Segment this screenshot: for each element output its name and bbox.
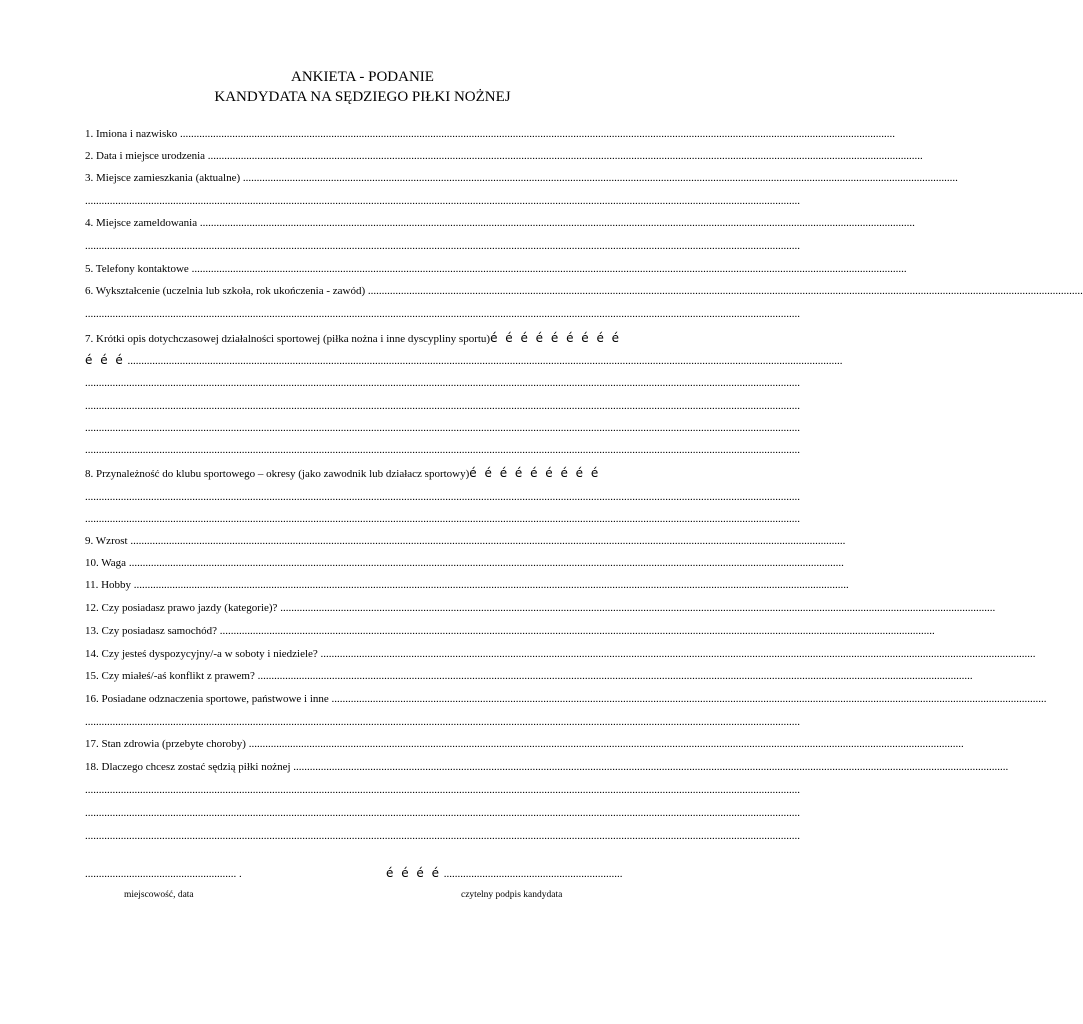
form-field-row[interactable] <box>85 692 1047 706</box>
blank-answer-line[interactable] <box>85 512 800 526</box>
dotted-fill: .................................................................................................................................................................................................................................................................... <box>131 579 849 591</box>
dotted-fill: .................................................................................................................................................................................................................................................................... <box>124 355 843 367</box>
field-label: 10. Waga <box>85 557 127 569</box>
field-label: 3. Miejsce zamieszkania (aktualne) <box>85 172 241 184</box>
form-field-row[interactable] <box>85 353 843 368</box>
dotted-fill: .................................................................................................................................................................................................................................................................... <box>290 761 1009 773</box>
dotted-fill: .................................................................................................................................................................................................................................................................... <box>127 535 846 547</box>
dotted-fill: .................................................................................................................................................................................................................................................................... <box>85 377 800 389</box>
signature-caption: czytelny podpis kandydata <box>461 890 563 900</box>
form-title-line2: KANDYDATA NA SĘDZIEGO PIŁKI NOŻNEJ <box>214 89 511 105</box>
dotted-fill: .................................................................................................................................................................................................................................................................... <box>317 648 1036 660</box>
form-field-row[interactable] <box>85 737 964 751</box>
form-field-row[interactable] <box>85 669 973 683</box>
field-label: 16. Posiadane odznaczenia sportowe, państwowe i inne <box>85 693 329 705</box>
field-label: 9. Wzrost <box>85 535 128 547</box>
dotted-fill: .................................................................................................................................................................................................................................................................... <box>205 150 923 162</box>
field-label: 1. Imiona i nazwisko <box>85 128 178 140</box>
dotted-fill: .................................................................................................................................................................................................................................................................... <box>85 400 800 412</box>
blank-answer-line[interactable] <box>85 307 800 321</box>
form-field-row[interactable] <box>85 262 907 276</box>
field-label: 4. Miejsce zameldowania <box>85 217 198 229</box>
field-trail-glyphs: é é é é é é é é é <box>469 466 601 480</box>
field-label: é é é <box>85 353 125 367</box>
form-field-row[interactable] <box>85 534 846 548</box>
form-field-row[interactable] <box>85 127 896 141</box>
field-trail-glyphs: é é é é é é é é é <box>490 331 622 345</box>
dotted-fill: .................................................................................................................................................................................................................................................................... <box>240 172 958 184</box>
field-label: 18. Dlaczego chcesz zostać sędzią piłki nożnej <box>85 761 291 773</box>
form-field-row[interactable] <box>85 578 849 592</box>
form-title-line1: ANKIETA - PODANIE <box>291 69 434 85</box>
dotted-fill: .................................................................................................................................................................................................................................................................... <box>277 602 996 614</box>
form-field-row[interactable] <box>85 647 1036 661</box>
field-label: 17. Stan zdrowia (przebyte choroby) <box>85 738 246 750</box>
blank-answer-line[interactable] <box>85 194 800 208</box>
form-field-row[interactable] <box>85 331 659 346</box>
signature-glyphs: é é é é <box>386 866 441 880</box>
field-label: 15. Czy miałeś/-aś konflikt z prawem? <box>85 670 255 682</box>
blank-answer-line[interactable] <box>85 783 800 797</box>
dotted-fill: .................................................................................................................................................................................................................................................................... <box>85 240 800 252</box>
dotted-fill: .................................................................................................................................................................................................................................................................... <box>85 513 800 525</box>
dotted-fill: .................................................................................................................................................................................................................................................................... <box>85 491 800 503</box>
field-label: 2. Data i miejsce urodzenia <box>85 150 206 162</box>
dotted-fill: .................................................................................................................................................................................................................................................................... <box>126 557 844 569</box>
field-label: 8. Przynależność do klubu sportowego – okresy (jako zawodnik lub działacz sportowy) <box>85 468 470 480</box>
dotted-fill: .................................................................................................................................................................................................................................................................... <box>177 128 896 140</box>
form-field-row[interactable] <box>85 216 915 230</box>
field-label: 7. Krótki opis dotychczasowej działalności sportowej (piłka nożna i inne dyscypliny sportu) <box>85 333 491 345</box>
blank-answer-line[interactable] <box>85 239 800 253</box>
dotted-fill: .................................................................................................................................................................................................................................................................... <box>85 195 800 207</box>
blank-answer-line[interactable] <box>85 715 800 729</box>
dotted-fill: .................................................................................................................................................................................................................................................................... <box>188 263 907 275</box>
dotted-fill: .................................................................................................................................................................................................................................................................... <box>85 784 800 796</box>
dotted-fill: .................................................................................................................................................................................................................................................................... <box>85 807 800 819</box>
dotted-fill: .................................................................................................................................................................................................................................................................... <box>216 625 935 637</box>
field-label: 14. Czy jesteś dyspozycyjny/-a w soboty i niedziele? <box>85 648 318 660</box>
signature-dots: ................................................................. <box>443 868 623 880</box>
blank-answer-line[interactable] <box>85 829 800 843</box>
form-field-row[interactable] <box>85 149 923 163</box>
place-date-line: ....................................................... . <box>85 868 242 880</box>
field-label: 5. Telefony kontaktowe <box>85 263 189 275</box>
form-field-row[interactable] <box>85 171 958 185</box>
dotted-fill: .................................................................................................................................................................................................................................................................... <box>254 670 973 682</box>
form-field-row[interactable] <box>85 284 1083 298</box>
field-label: 11. Hobby <box>85 579 132 591</box>
dotted-fill: .................................................................................................................................................................................................................................................................... <box>85 444 800 456</box>
field-label: 6. Wykształcenie (uczelnia lub szkoła, rok ukończenia - zawód) <box>85 285 366 297</box>
form-field-row[interactable] <box>85 624 935 638</box>
blank-answer-line[interactable] <box>85 443 800 457</box>
signature-line <box>386 866 622 880</box>
field-label: 13. Czy posiadasz samochód? <box>85 625 217 637</box>
blank-answer-line[interactable] <box>85 376 800 390</box>
field-label: 12. Czy posiadasz prawo jazdy (kategorie)? <box>85 602 278 614</box>
place-date-caption: miejscowość, data <box>124 890 194 900</box>
dotted-fill: .................................................................................................................................................................................................................................................................... <box>365 285 1083 297</box>
blank-answer-line[interactable] <box>85 399 800 413</box>
form-field-row[interactable] <box>85 760 1009 774</box>
form-field-row[interactable] <box>85 556 844 570</box>
dotted-fill: .................................................................................................................................................................................................................................................................... <box>85 716 800 728</box>
dotted-fill: .................................................................................................................................................................................................................................................................... <box>328 693 1047 705</box>
form-field-row[interactable] <box>85 466 659 481</box>
blank-answer-line[interactable] <box>85 490 800 504</box>
dotted-fill: .................................................................................................................................................................................................................................................................... <box>85 422 800 434</box>
dotted-fill: .................................................................................................................................................................................................................................................................... <box>85 830 800 842</box>
form-field-row[interactable] <box>85 601 996 615</box>
dotted-fill: .................................................................................................................................................................................................................................................................... <box>85 308 800 320</box>
blank-answer-line[interactable] <box>85 806 800 820</box>
dotted-fill: .................................................................................................................................................................................................................................................................... <box>245 738 964 750</box>
blank-answer-line[interactable] <box>85 421 800 435</box>
dotted-fill: .................................................................................................................................................................................................................................................................... <box>197 217 915 229</box>
